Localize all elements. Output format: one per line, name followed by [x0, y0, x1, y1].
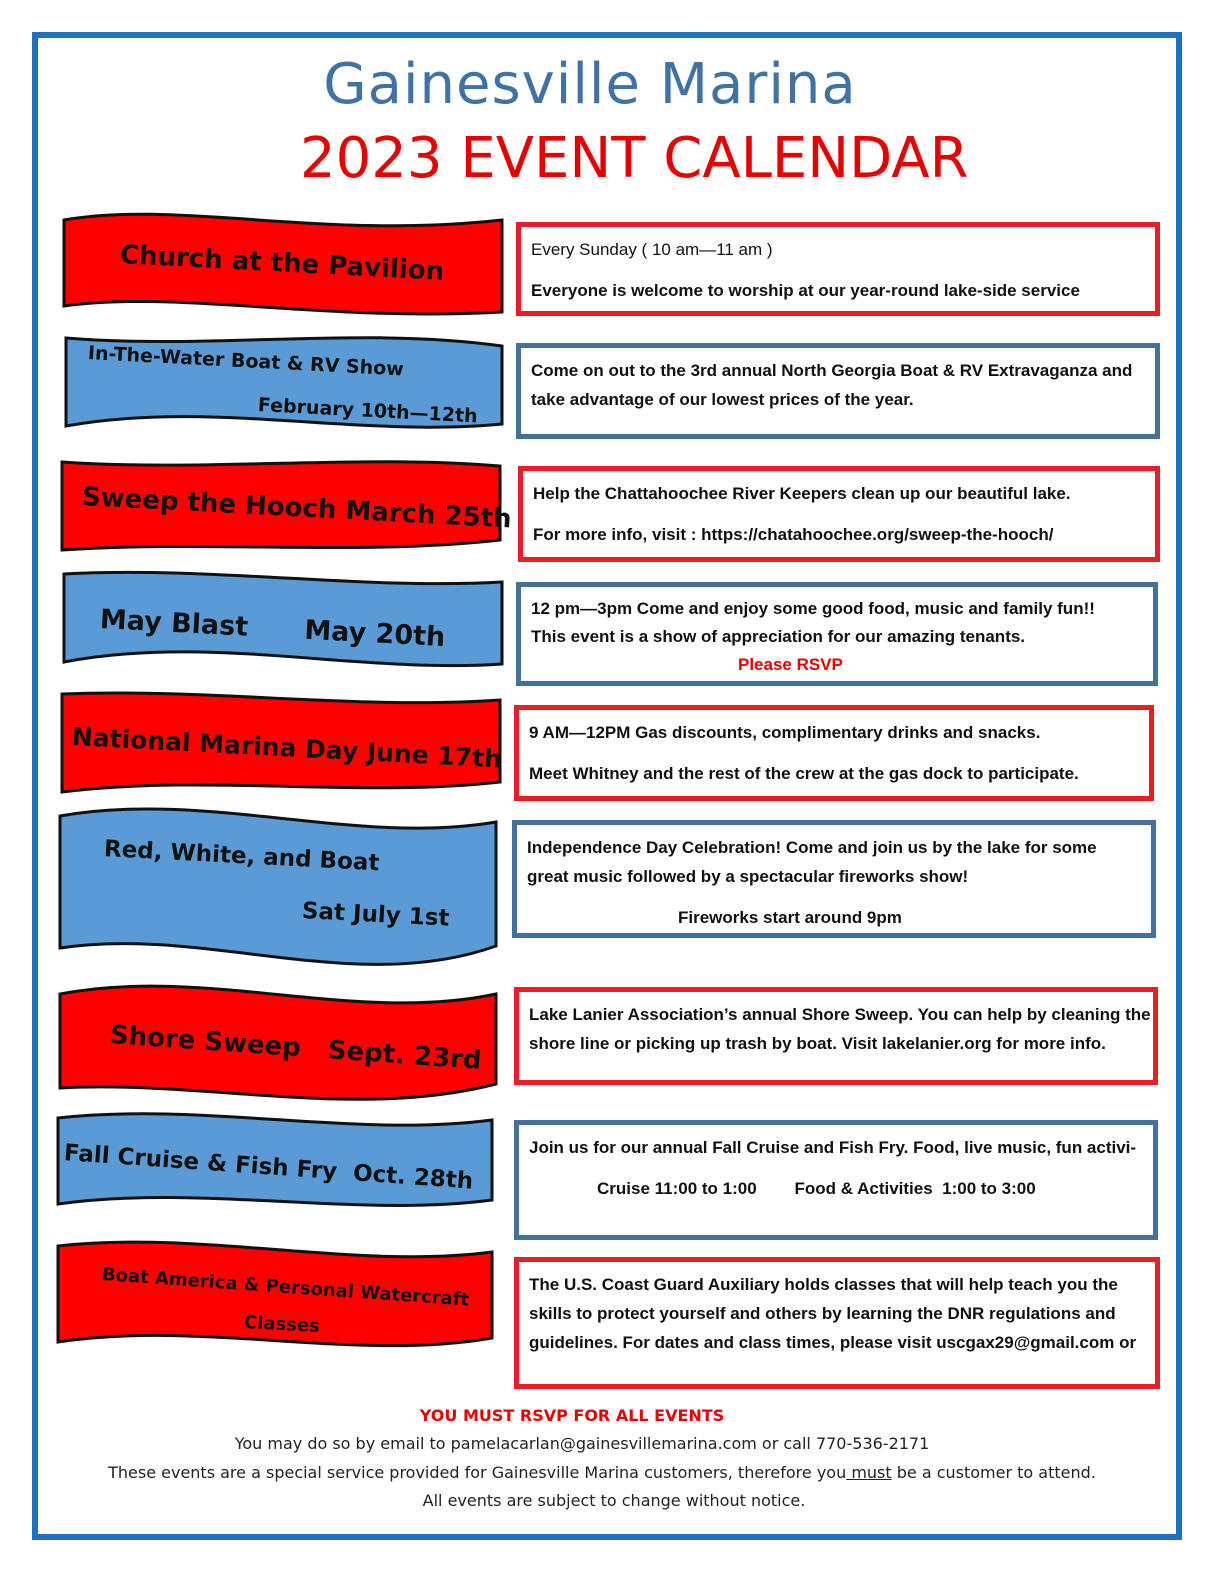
rsvp-warning: YOU MUST RSVP FOR ALL EVENTS	[419, 1406, 725, 1425]
banner-sweep-the-hooch	[58, 456, 513, 556]
banner-boat-show	[60, 330, 505, 442]
event-line: Independence Day Celebration! Come and join us by the lake for some great music followed by a spectacular fireworks show!	[527, 838, 1097, 886]
event-box-red-white-and-boat	[512, 820, 1156, 938]
rsvp-note: Please RSVP	[738, 655, 843, 674]
event-line: Every Sunday ( 10 am—11 am )	[531, 240, 773, 259]
event-line: Lake Lanier Association’s annual Shore Sweep. You can help by cleaning the shore line or picking up trash by boat. Visit lakelanier.org for more info.	[529, 1005, 1151, 1053]
customer-notice	[0, 1463, 1214, 1482]
banner-title: Sweep the Hooch March 25th	[81, 482, 513, 535]
event-line: Join us for our annual Fall Cruise and Fish Fry. Food, live music, fun activi-	[529, 1138, 1137, 1157]
banner-title: Shore Sweep Sept. 23rd	[108, 1020, 483, 1076]
banner-title: Boat America & Personal Watercraft	[101, 1264, 470, 1311]
banner-red-white-and-boat	[56, 806, 501, 974]
event-line: 9 AM—12PM Gas discounts, complimentary drinks and snacks.	[529, 723, 1041, 742]
banner-shore-sweep	[56, 984, 501, 1110]
event-box-national-marina-day	[514, 705, 1154, 801]
event-line: Meet Whitney and the rest of the crew at the gas dock to participate.	[529, 764, 1079, 783]
notice-text: be a customer to attend.	[891, 1463, 1096, 1482]
banner-title: May Blast May 20th	[99, 604, 446, 654]
banner-title: In-The-Water Boat & RV Show	[87, 342, 405, 381]
banner-date: February 10th—12th	[257, 394, 479, 428]
banner-date: Classes	[243, 1312, 321, 1337]
banner-ribbon-shape	[56, 806, 501, 974]
banner-title: Fall Cruise & Fish Fry Oct. 28th	[63, 1140, 474, 1195]
banner-date: Sat July 1st	[301, 898, 451, 932]
contact-line: You may do so by email to pamelacarlan@gainesvillemarina.com or call 770-536-2171	[234, 1434, 930, 1453]
event-line: This event is a show of appreciation for our amazing tenants.	[531, 627, 1026, 646]
banner-church	[60, 202, 505, 326]
event-line: Come on out to the 3rd annual North Georgia Boat & RV Extravaganza and take advantage of our lowest prices of the year.	[531, 361, 1133, 409]
notice-text: These events are a special service provided for Gainesville Marina customers, therefore you	[108, 1463, 847, 1482]
banner-fall-cruise	[54, 1112, 499, 1216]
event-line: For more info, visit : https://chatahoochee.org/sweep-the-hooch/	[533, 525, 1054, 544]
event-line: Fireworks start around 9pm	[678, 908, 902, 927]
event-line: The U.S. Coast Guard Auxiliary holds classes that will help teach you the skills to protect yourself and others by learning the DNR regulations and guidelines. For dates and class times, please visit uscgax29@gmail.com or	[529, 1275, 1137, 1352]
event-line: 12 pm—3pm Come and enjoy some good food, music and family fun!!	[531, 599, 1095, 618]
banner-national-marina-day	[58, 690, 503, 802]
banner-title: Red, White, and Boat	[103, 836, 381, 877]
marina-title: Gainesville Marina	[323, 52, 857, 117]
event-box-church	[516, 222, 1160, 316]
notice-emphasis: must	[846, 1463, 892, 1482]
event-line: Cruise 11:00 to 1:00 Food & Activities 1:00 to 3:00	[597, 1179, 1036, 1198]
event-line: Help the Chattahoochee River Keepers clean up our beautiful lake.	[533, 484, 1071, 503]
calendar-title: 2023 EVENT CALENDAR	[300, 126, 969, 191]
event-line: Everyone is welcome to worship at our year-round lake-side service	[531, 281, 1080, 300]
banner-boat-america	[54, 1240, 499, 1358]
banner-title: National Marina Day June 17th	[71, 722, 503, 774]
banner-may-blast	[60, 570, 505, 670]
event-box-boat-america	[514, 1257, 1160, 1389]
disclaimer: All events are subject to change without notice.	[422, 1491, 806, 1510]
event-box-may-blast	[516, 582, 1158, 686]
banner-title: Church at the Pavilion	[119, 240, 445, 287]
event-box-sweep-the-hooch	[518, 466, 1160, 562]
event-box-boat-show	[516, 343, 1160, 439]
event-box-fall-cruise	[514, 1120, 1158, 1240]
event-box-shore-sweep	[514, 987, 1158, 1085]
